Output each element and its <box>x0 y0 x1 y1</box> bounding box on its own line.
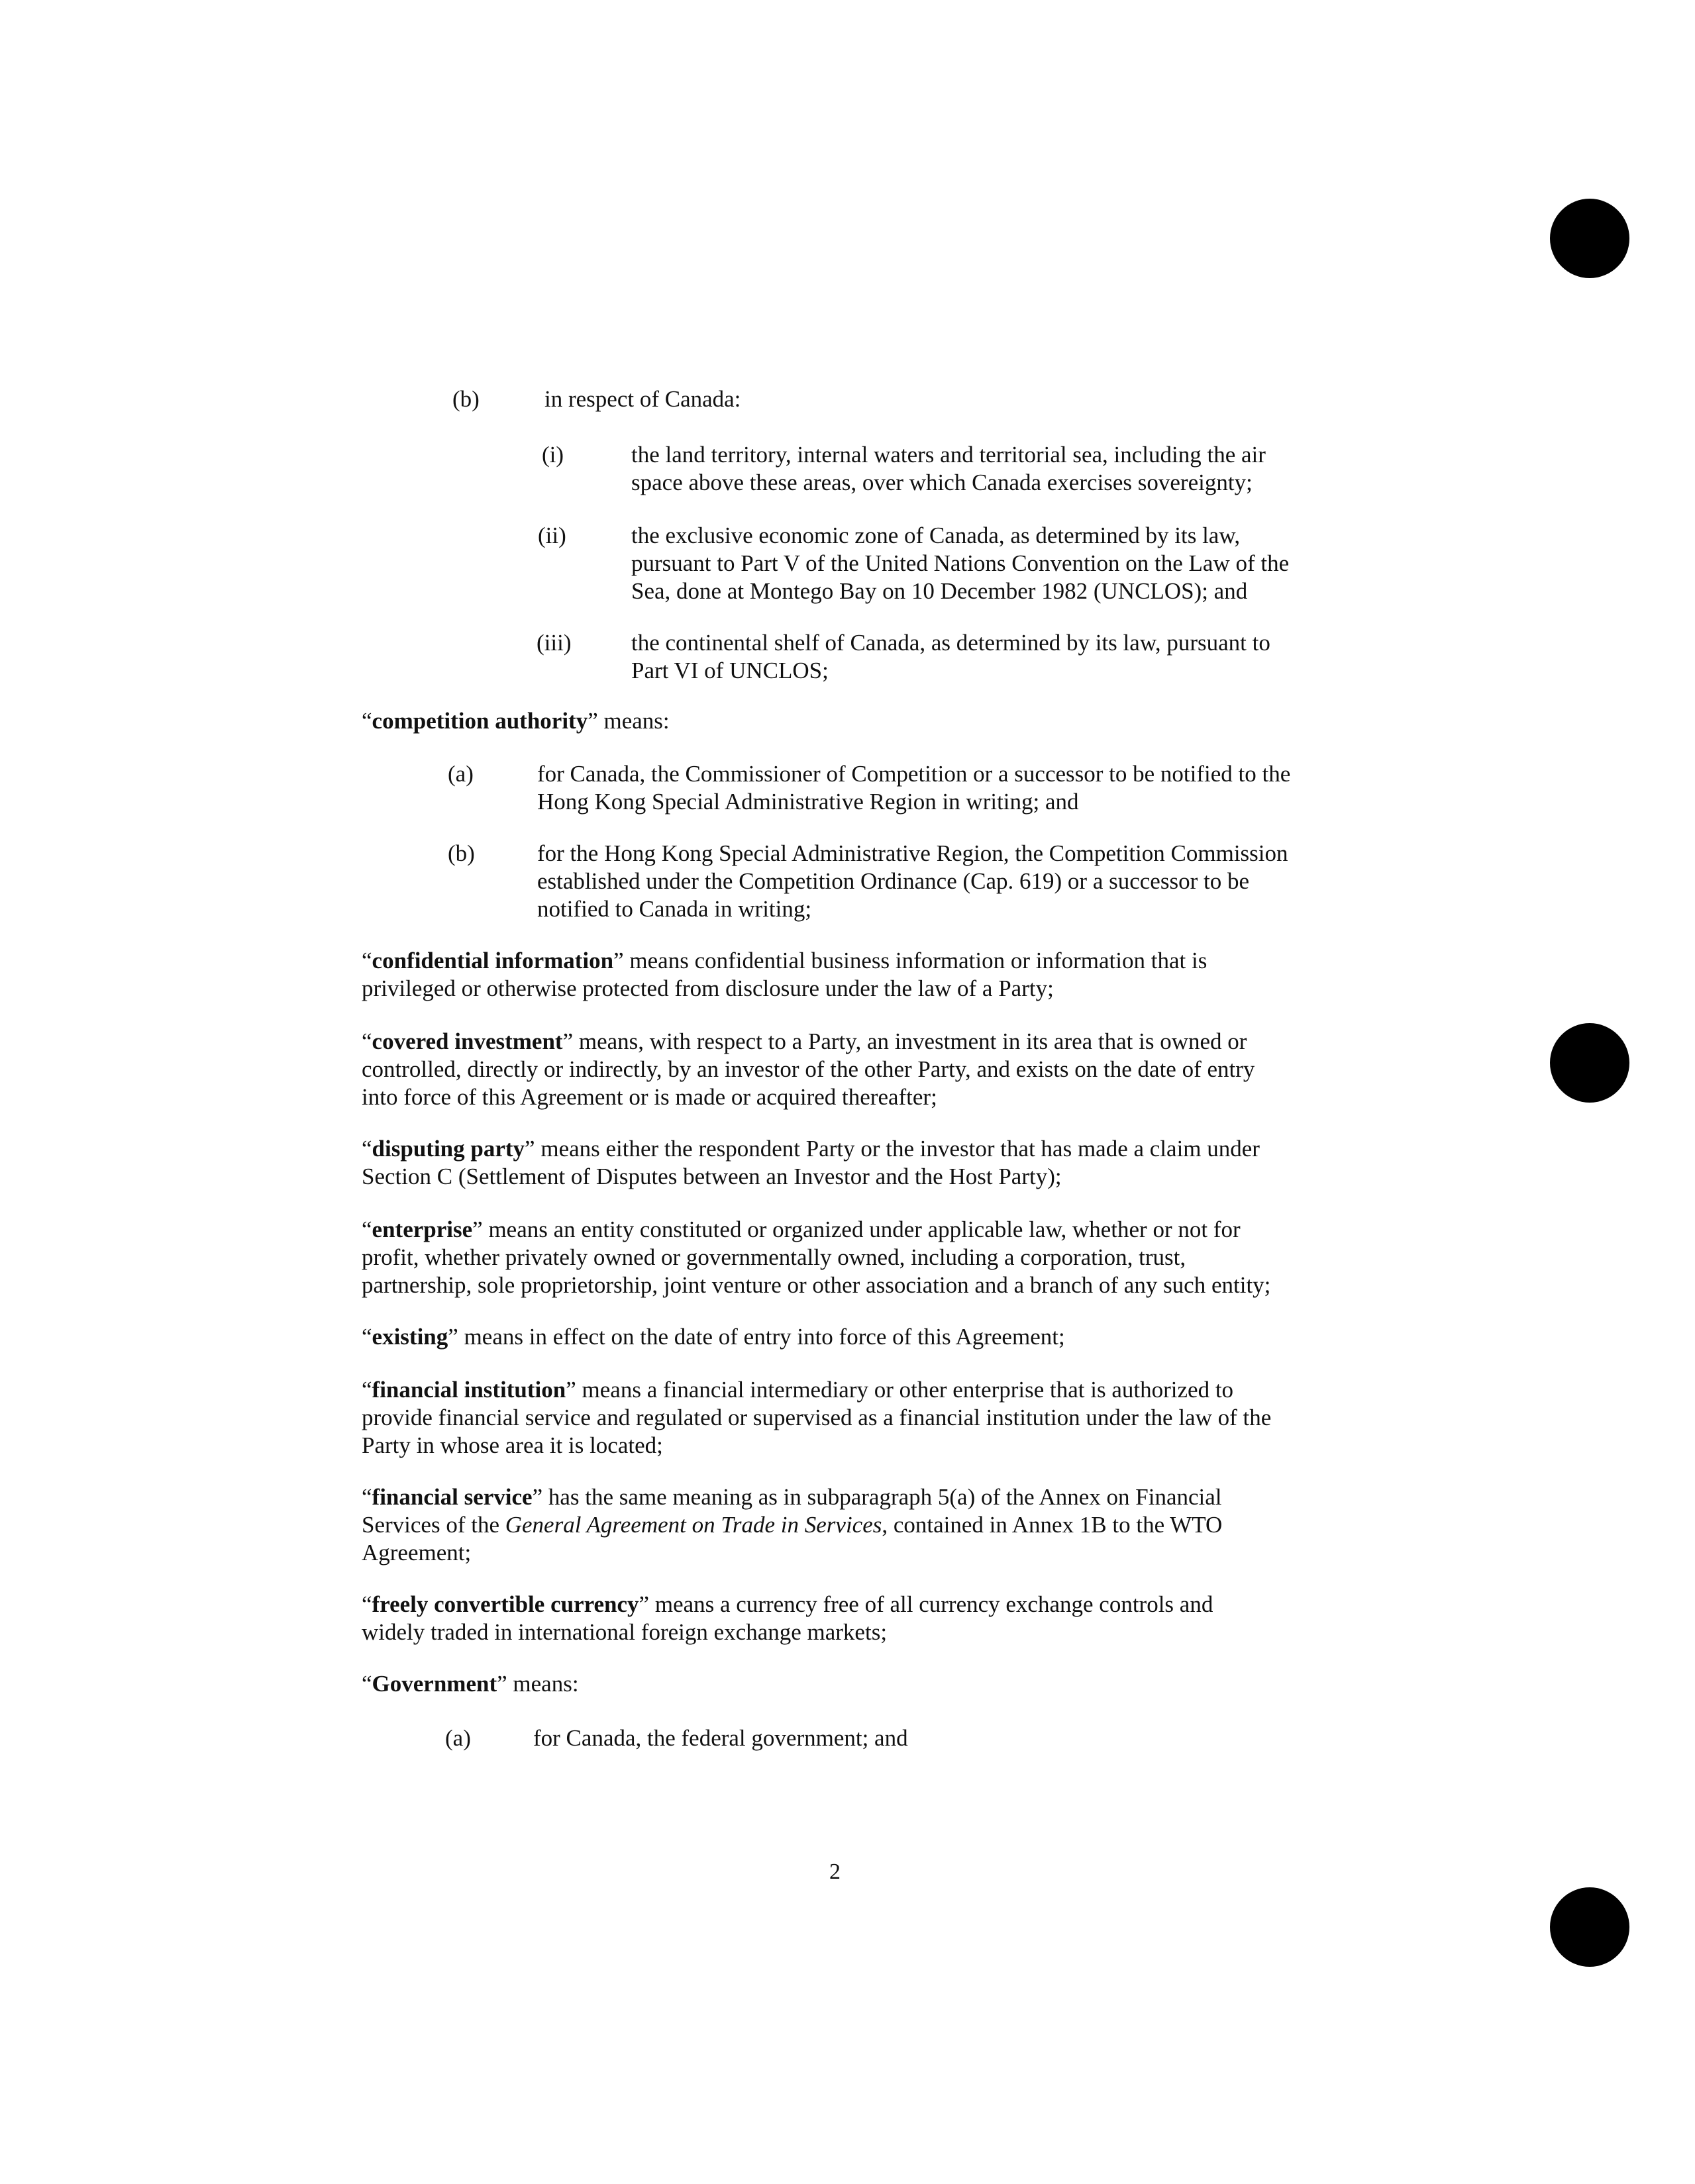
quote-mark: “ <box>362 1028 372 1054</box>
definition-financial-service <box>362 1483 1222 1567</box>
subparagraph-label: (i) <box>542 442 564 468</box>
paragraph-text: in respect of Canada: <box>544 386 741 412</box>
definition-freely-convertible-currency <box>362 1591 1213 1646</box>
text-line: Section C (Settlement of Disputes between an Investor and the Host Party); <box>362 1164 1062 1189</box>
text-line: for the Hong Kong Special Administrative Region, the Competition Commission <box>537 840 1288 866</box>
text-line: profit, whether privately owned or governmentally owned, including a corporation, trust, <box>362 1244 1186 1270</box>
defined-term: existing <box>372 1324 448 1350</box>
definition-text: has the same meaning as in subparagraph 5(a) of the Annex on Financial <box>542 1484 1222 1510</box>
defined-term: freely convertible currency <box>372 1591 639 1617</box>
quote-mark: “ <box>362 708 372 734</box>
defined-term: financial institution <box>372 1377 566 1403</box>
text-line: established under the Competition Ordinance (Cap. 619) or a successor to be <box>537 868 1249 894</box>
subparagraph-text <box>631 522 1289 605</box>
text-line: privileged or otherwise protected from disclosure under the law of a Party; <box>362 975 1054 1001</box>
item-label: (a) <box>448 761 474 787</box>
definition-text: means a currency free of all currency exchange controls and <box>649 1591 1213 1617</box>
quote-mark: “ <box>362 1591 372 1617</box>
text-line: notified to Canada in writing; <box>537 896 812 922</box>
page-number: 2 <box>829 1860 841 1884</box>
quote-mark: “ <box>362 1484 372 1510</box>
subparagraph-label: (ii) <box>538 522 566 548</box>
text-line: for Canada, the Commissioner of Competition or a successor to be notified to the <box>537 761 1291 787</box>
text-line: Sea, done at Montego Bay on 10 December 1982 (UNCLOS); and <box>631 578 1248 604</box>
text-line: Part VI of UNCLOS; <box>631 658 829 683</box>
text-line: the continental shelf of Canada, as determined by its law, pursuant to <box>631 630 1270 656</box>
quote-mark: “ <box>362 1216 372 1242</box>
definition-competition-authority <box>362 707 670 735</box>
text-line: for Canada, the federal government; and <box>533 1725 908 1751</box>
quote-mark: “ <box>362 948 372 973</box>
text-line: widely traded in international foreign exchange markets; <box>362 1619 888 1645</box>
definition-text: means, with respect to a Party, an investment in its area that is owned or <box>573 1028 1247 1054</box>
item-label: (a) <box>445 1725 471 1751</box>
definition-text: means in effect on the date of entry into force of this Agreement; <box>458 1324 1065 1350</box>
defined-term: financial service <box>372 1484 533 1510</box>
paragraph-label: (b) <box>452 386 480 412</box>
item-text <box>537 840 1288 923</box>
text-line: the land territory, internal waters and territorial sea, including the air <box>631 442 1266 468</box>
subparagraph-label: (iii) <box>537 630 572 656</box>
text-line: provide financial service and regulated or supervised as a financial institution under the law of the <box>362 1405 1272 1430</box>
text-line: pursuant to Part V of the United Nations Convention on the Law of the <box>631 550 1290 576</box>
definition-government <box>362 1670 579 1698</box>
definition-existing <box>362 1323 1065 1351</box>
quote-mark: “ <box>362 1671 372 1697</box>
quote-mark: ” <box>588 708 598 734</box>
quote-mark: ” <box>472 1216 483 1242</box>
item-text <box>533 1724 908 1752</box>
text-line: partnership, sole proprietorship, joint venture or other association and a branch of any such entity; <box>362 1272 1271 1298</box>
text-line: Party in whose area it is located; <box>362 1432 663 1458</box>
text-line: Agreement; <box>362 1540 472 1565</box>
definition-text: means an entity constituted or organized under applicable law, whether or not for <box>482 1216 1241 1242</box>
quote-mark: ” <box>566 1377 576 1403</box>
text-line: space above these areas, over which Canada exercises sovereignty; <box>631 470 1253 495</box>
defined-term: enterprise <box>372 1216 473 1242</box>
quote-mark: ” <box>525 1136 535 1162</box>
defined-term: Government <box>372 1671 497 1697</box>
quote-mark: ” <box>639 1591 650 1617</box>
punch-hole-top <box>1550 199 1629 278</box>
quote-mark: ” <box>613 948 624 973</box>
item-label: (b) <box>448 840 475 866</box>
defined-term: covered investment <box>372 1028 563 1054</box>
text-line: into force of this Agreement or is made or acquired thereafter; <box>362 1084 937 1110</box>
agreement-title: General Agreement on Trade in Services <box>505 1512 882 1538</box>
definition-financial-institution <box>362 1376 1271 1460</box>
definition-covered-investment <box>362 1028 1255 1111</box>
quote-mark: ” <box>532 1484 543 1510</box>
definition-text: means: <box>507 1671 579 1697</box>
subparagraph-text <box>631 441 1266 497</box>
definition-text: , contained in Annex 1B to the WTO <box>882 1512 1223 1538</box>
punch-hole-middle <box>1550 1023 1629 1103</box>
text-line: Hong Kong Special Administrative Region in writing; and <box>537 789 1079 815</box>
quote-mark: ” <box>497 1671 507 1697</box>
quote-mark: ” <box>448 1324 458 1350</box>
definition-text: means a financial intermediary or other enterprise that is authorized to <box>576 1377 1234 1403</box>
definition-enterprise <box>362 1216 1270 1299</box>
definition-text: means confidential business information or information that is <box>623 948 1207 973</box>
subparagraph-text <box>631 629 1270 685</box>
text-line: the exclusive economic zone of Canada, as determined by its law, <box>631 522 1241 548</box>
definition-text: means: <box>597 708 670 734</box>
defined-term: competition authority <box>372 708 588 734</box>
quote-mark: “ <box>362 1377 372 1403</box>
quote-mark: “ <box>362 1136 372 1162</box>
quote-mark: ” <box>562 1028 574 1054</box>
punch-hole-bottom <box>1550 1887 1629 1967</box>
text-line: controlled, directly or indirectly, by an investor of the other Party, and exists on the date of entry <box>362 1056 1255 1082</box>
definition-disputing-party <box>362 1135 1260 1191</box>
defined-term: disputing party <box>372 1136 525 1162</box>
item-text <box>537 760 1290 816</box>
quote-mark: “ <box>362 1324 372 1350</box>
defined-term: confidential information <box>372 948 614 973</box>
definition-confidential-information <box>362 947 1207 1003</box>
definition-text: means either the respondent Party or the investor that has made a claim under <box>535 1136 1260 1162</box>
definition-text: Services of the <box>362 1512 505 1538</box>
